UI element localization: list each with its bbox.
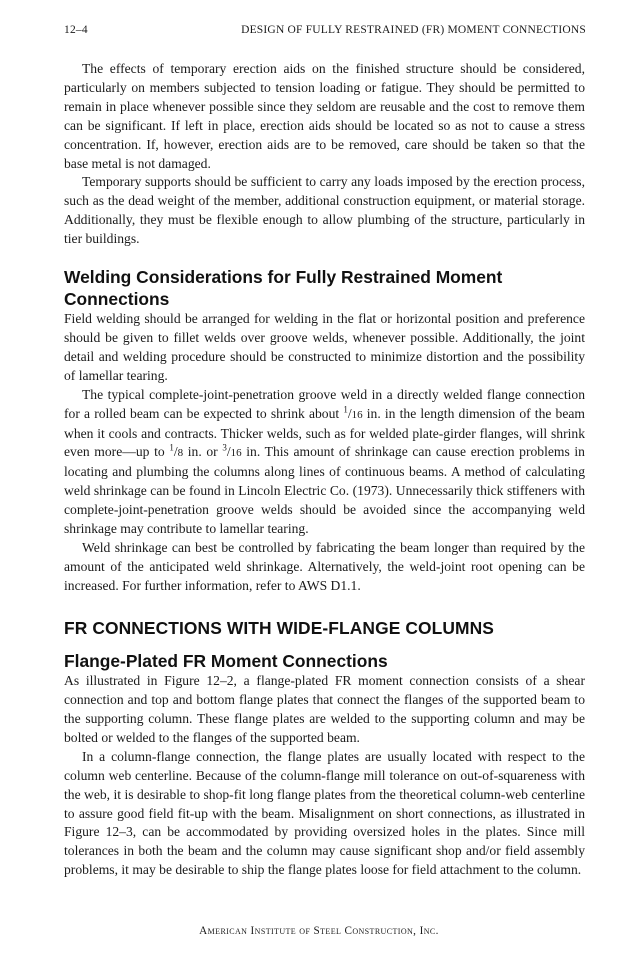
welding-paragraph-1: Field welding should be arranged for welding in the flat or horizontal position and preference should be given to fillet welds over groove welds, whenever possible. Additionally, the joint detail and welding procedure should be constructed to minimize distortion and the possibility of lamellar tearing. xyxy=(64,311,585,383)
fraction-one-eighth: $^1$/8 xyxy=(169,442,184,460)
flange-plated-heading: Flange-Plated FR Moment Connections xyxy=(64,650,388,671)
welding-paragraph-3: Weld shrinkage can best be controlled by fabricating the beam longer than required by the amount of the anticipated weld shrinkage. Alternatively, the weld-joint root opening can be increased. For further information, refer to AWS D1.1. xyxy=(64,539,585,593)
page-number: 12–4 xyxy=(64,24,88,36)
running-header xyxy=(64,24,586,40)
page-content xyxy=(64,60,585,880)
running-title: DESIGN OF FULLY RESTRAINED (FR) MOMENT CONNECTIONS xyxy=(241,24,586,36)
page-footer xyxy=(0,925,638,937)
flange-paragraph-2: In a column-flange connection, the flange plates are usually located with respect to the column web centerline. Because of the column-flange mill tolerance on out-of-squareness with the web, it is desirable to shop-fit long flange plates from the theoretical column-web centerline to assure good field fit-up with the beam. Misalignment on short connections, as illustrated in Figure 12–3, can be accommodated by providing oversized holes in the plates. Since mill tolerances in both the beam and the column may cause significant shop and/or field assembly problems, it may be desirable to ship the flange plates loose for field attachment to the column. xyxy=(64,748,585,878)
fraction-one-sixteenth: $^1$/16 xyxy=(343,404,363,421)
flange-paragraph-1: As illustrated in Figure 12–2, a flange-plated FR moment connection consists of a shear connection and top and bottom flange plates that connect the flanges of the supported beam to the supporting column. These flange plates are welded to the supporting column and may be bolted or welded to the flanges of the supported beam. xyxy=(64,673,585,745)
fraction-three-sixteenths: $^3$/16 xyxy=(222,442,242,460)
publisher-name: American Institute of Steel Construction, Inc. xyxy=(199,925,439,937)
fr-connections-heading: FR CONNECTIONS WITH WIDE-FLANGE COLUMNS xyxy=(64,617,494,638)
welding-paragraph-2-part-c: in. or xyxy=(183,444,223,460)
welding-paragraph-2-part-b: in. in the length dimension of the beam when it cools and contracts. Thicker welds, such as for welded plate-girder flanges, will shrink even more—up to xyxy=(64,405,585,460)
intro-paragraph-2: Temporary supports should be sufficient to carry any loads imposed by the erection process, such as the dead weight of the member, additional construction equipment, or material storage. Additionally, they must be flexible enough to allow plumbing of the structure, particularly in tier buildings. xyxy=(64,174,585,247)
welding-paragraph-2-part-a: The typical complete-joint-penetration groove weld in a directly welded flange connection for a rolled beam can be expected to shrink about xyxy=(64,386,585,421)
welding-paragraph-2 xyxy=(64,386,585,539)
welding-section-heading: Welding Considerations for Fully Restrained Moment Connections xyxy=(64,267,503,309)
intro-paragraph-1: The effects of temporary erection aids on the finished structure should be considered, particularly on members subjected to tension loading or fatigue. They should be permitted to remain in place whenever possible since they seldom are reusable and the cost to remove them can be significant. If left in place, erection aids should be located so as not to cause a stress concentration. If, however, erection aids are to be removed, care should be taken so that the base metal is not damaged. xyxy=(64,61,585,171)
welding-paragraph-2-part-d: in. This amount of shrinkage can cause erection problems in locating and plumbing the columns along lines of continuous beams. A method of calculating weld shrinkage can be found in Lincoln Electric Co. (1973). Unnecessarily thick stiffeners with complete-joint-penetration groove welds should be avoided since the accompanying weld shrinkage may contribute to lamellar tearing. xyxy=(64,444,585,537)
